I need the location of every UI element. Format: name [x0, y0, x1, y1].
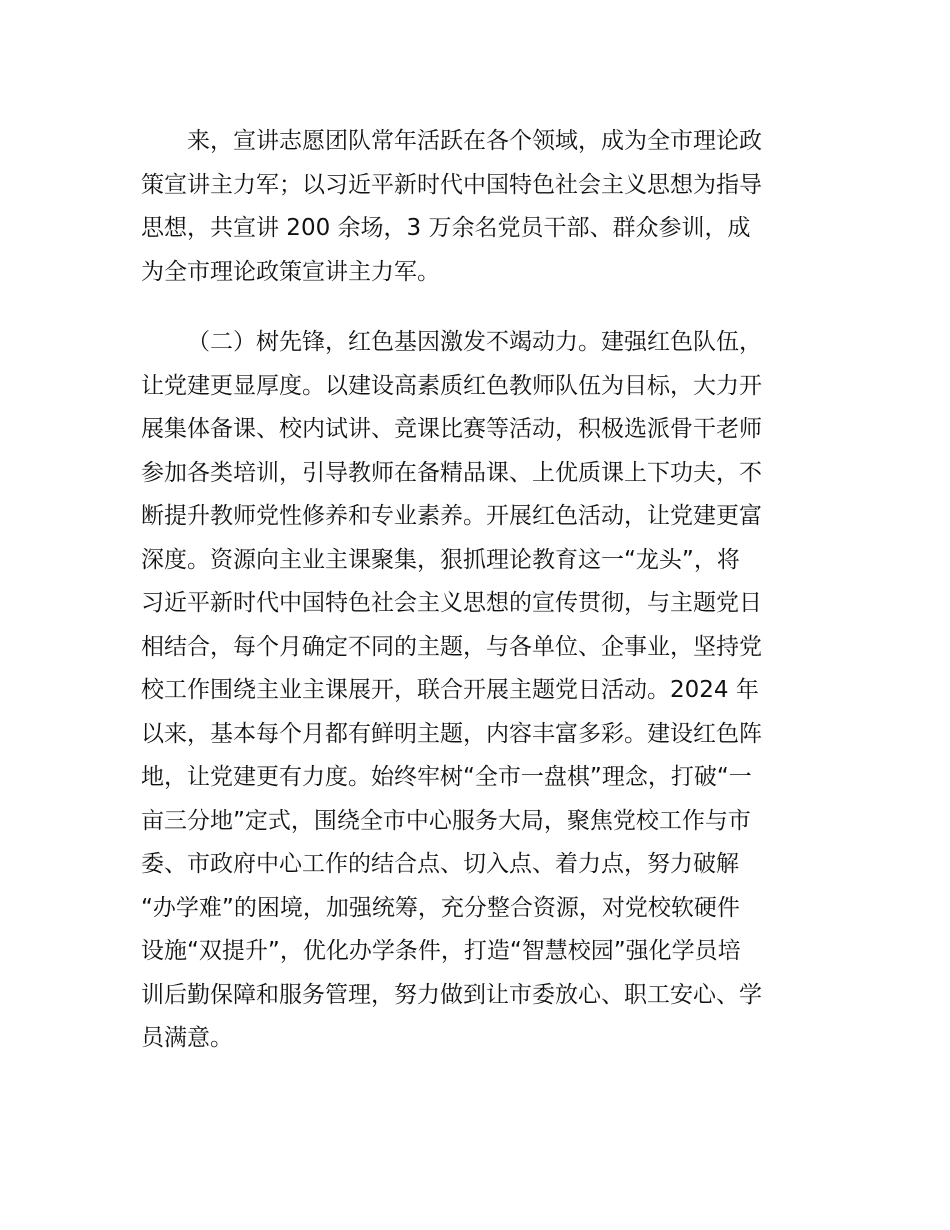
text-line: 让党建更显厚度。以建设高素质红色教师队伍为目标，大力开	[141, 372, 762, 399]
text-line: 相结合，每个月确定不同的主题，与各单位、企事业，坚持党	[141, 633, 762, 660]
text-line: 为全市理论政策宣讲主力军。	[141, 258, 440, 285]
text-line: 策宣讲主力军；以习近平新时代中国特色社会主义思想为指导	[141, 171, 762, 198]
text-line: 参加各类培训，引导教师在备精品课、上优质课上下功夫，不	[141, 459, 762, 486]
text-line: 训后勤保障和服务管理，努力做到让市委放心、职工安心、学	[141, 981, 762, 1008]
text-line: 委、市政府中心工作的结合点、切入点、着力点，努力破解	[141, 851, 739, 877]
text-line: 深度。资源向主业主课聚集，狠抓理论教育这一“龙头”，将	[141, 546, 740, 573]
text-line: 地，让党建更有力度。始终牢树“全市一盘棋”理念，打破“一	[141, 764, 752, 790]
text-line: 以来，基本每个月都有鲜明主题，内容丰富多彩。建设红色阵	[141, 720, 762, 747]
text-line: 习近平新时代中国特色社会主义思想的宣传贯彻，与主题党日	[141, 590, 762, 616]
text-line: “办学难”的困境，加强统筹，充分整合资源，对党校软硬件	[141, 894, 740, 921]
text-line: 断提升教师党性修养和专业素养。开展红色活动，让党建更富	[141, 503, 762, 529]
paragraph-2	[141, 321, 821, 1061]
text-line: 展集体备课、校内试讲、竞课比赛等活动，积极选派骨干老师	[141, 416, 762, 442]
text-line: 来，宣讲志愿团队常年活跃在各个领域，成为全市理论政	[187, 128, 762, 154]
text-line: 校工作围绕主业主课展开，联合开展主题党日活动。2024 年	[141, 677, 759, 703]
paragraph-1	[141, 120, 821, 294]
text-line: 亩三分地”定式，围绕全市中心服务大局，聚焦党校工作与市	[141, 807, 751, 834]
body-text	[141, 120, 821, 1061]
text-line: 员满意。	[141, 1025, 233, 1051]
text-line: 思想，共宣讲 200 余场，3 万余名党员干部、群众参训，成	[141, 215, 751, 241]
text-line: 设施“双提升”，优化办学条件，打造“智慧校园”强化学员培	[141, 938, 741, 964]
text-line: （二）树先锋，红色基因激发不竭动力。建强红色队伍，	[187, 329, 762, 355]
